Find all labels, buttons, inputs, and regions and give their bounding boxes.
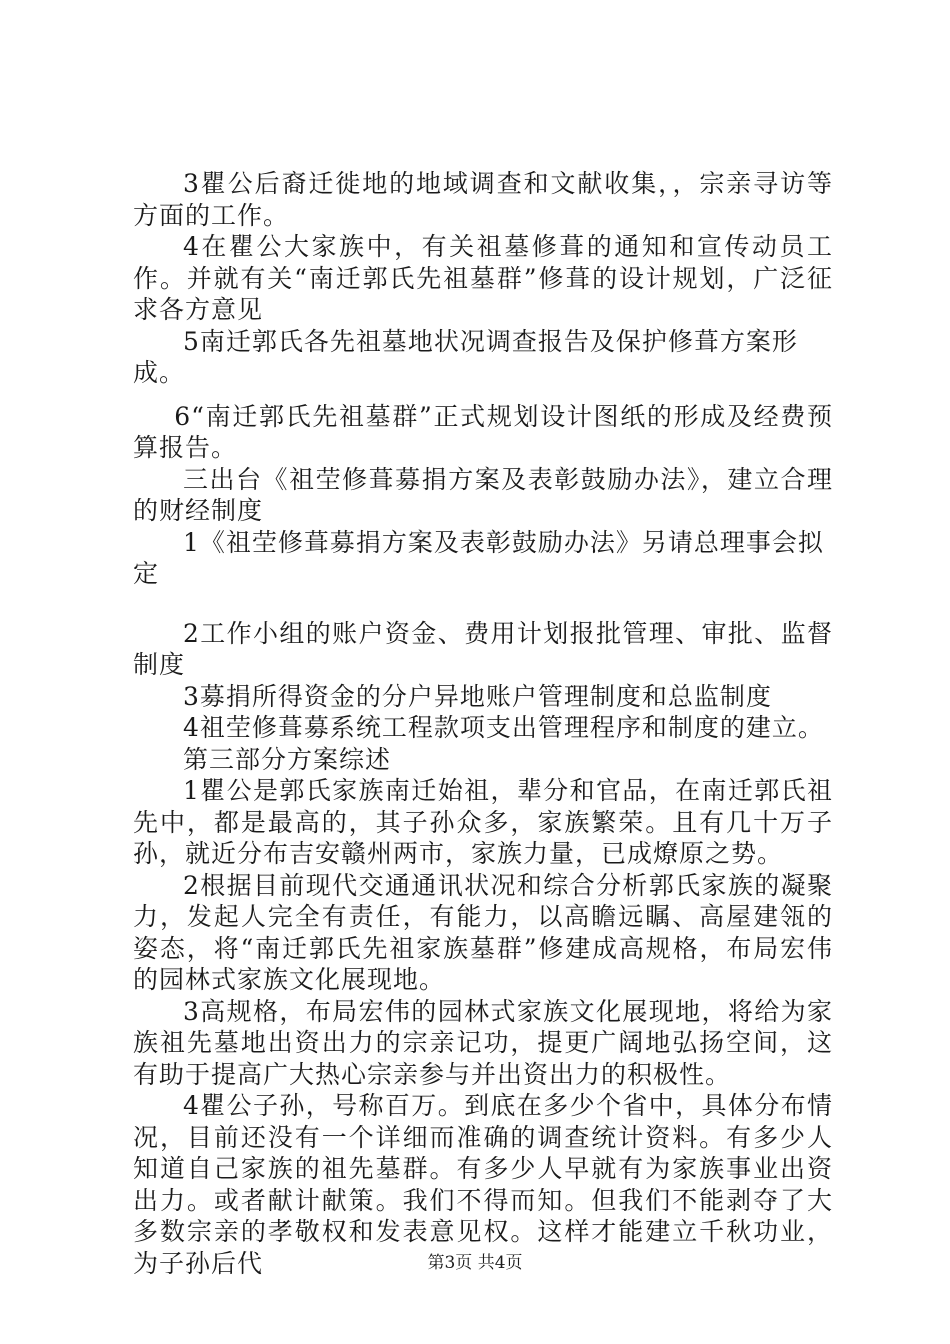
paragraph-gap (133, 590, 833, 618)
paragraph-11: 2根据目前现代交通通讯状况和综合分析郭氏家族的凝聚力，发起人完全有责任，有能力，以高瞻远瞩、高屋建瓴的姿态，将“南迁郭氏先祖家族墓群”修建成高规格，布局宏伟的园林式家族文化展现地。 (133, 870, 833, 994)
section-heading: 第三部分方案综述 (183, 744, 392, 774)
paragraph-3: 5南迁郭氏各先祖墓地状况调查报告及保护修葺方案形成。 (133, 326, 798, 387)
paragraph-8: 3募捐所得资金的分户异地账户管理制度和总监制度 (183, 681, 772, 711)
page-number-footer: 第3页 共4页 (427, 1253, 523, 1273)
paragraph-10: 1瞿公是郭氏家族南迁始祖，辈分和官品，在南迁郭氏祖先中，都是最高的，其子孙众多，家族繁荣。且有几十万子孙，就近分布吉安赣州两市，家族力量，已成燎原之势。 (133, 776, 833, 868)
paragraph-4: 6“南迁郭氏先祖墓群”正式规划设计图纸的形成及经费预算报告。 (133, 401, 833, 462)
paragraph-2: 4在瞿公大家族中，有关祖墓修葺的通知和宣传动员工作。并就有关“南迁郭氏先祖墓群”修葺的设计规划，广泛征求各方意见 (133, 232, 833, 324)
document-body (133, 168, 833, 1279)
paragraph-13: 4瞿公子孙，号称百万。到底在多少个省中，具体分布情况，目前还没有一个详细而准确的调查统计资料。有多少人知道自己家族的祖先墓群。有多少人早就有为家族事业出资出力。或者献计献策。我们不得而知。但我们不能剥夺了大多数宗亲的孝敬权和发表意见权。这样才能建立千秋功业，为子孙后代 (133, 1091, 833, 1278)
paragraph-gap (133, 389, 833, 401)
paragraph-6: 1《祖茔修葺募捐方案及表彰鼓励办法》另请总理事会拟定 (133, 527, 824, 588)
paragraph-1: 3瞿公后裔迁徙地的地域调查和文献收集，，宗亲寻访等方面的工作。 (133, 169, 833, 230)
paragraph-9: 4祖茔修葺募系统工程款项支出管理程序和制度的建立。 (183, 713, 824, 742)
paragraph-5: 三出台《祖茔修葺募捐方案及表彰鼓励办法》，建立合理的财经制度 (133, 464, 833, 525)
paragraph-7: 2工作小组的账户资金、费用计划报批管理、审批、监督制度 (133, 618, 833, 679)
paragraph-12: 3高规格，布局宏伟的园林式家族文化展现地，将给为家族祖先墓地出资出力的宗亲记功，提更广阔地弘扬空间，这有助于提高广大热心宗亲参与并出资出力的积极性。 (133, 996, 833, 1089)
